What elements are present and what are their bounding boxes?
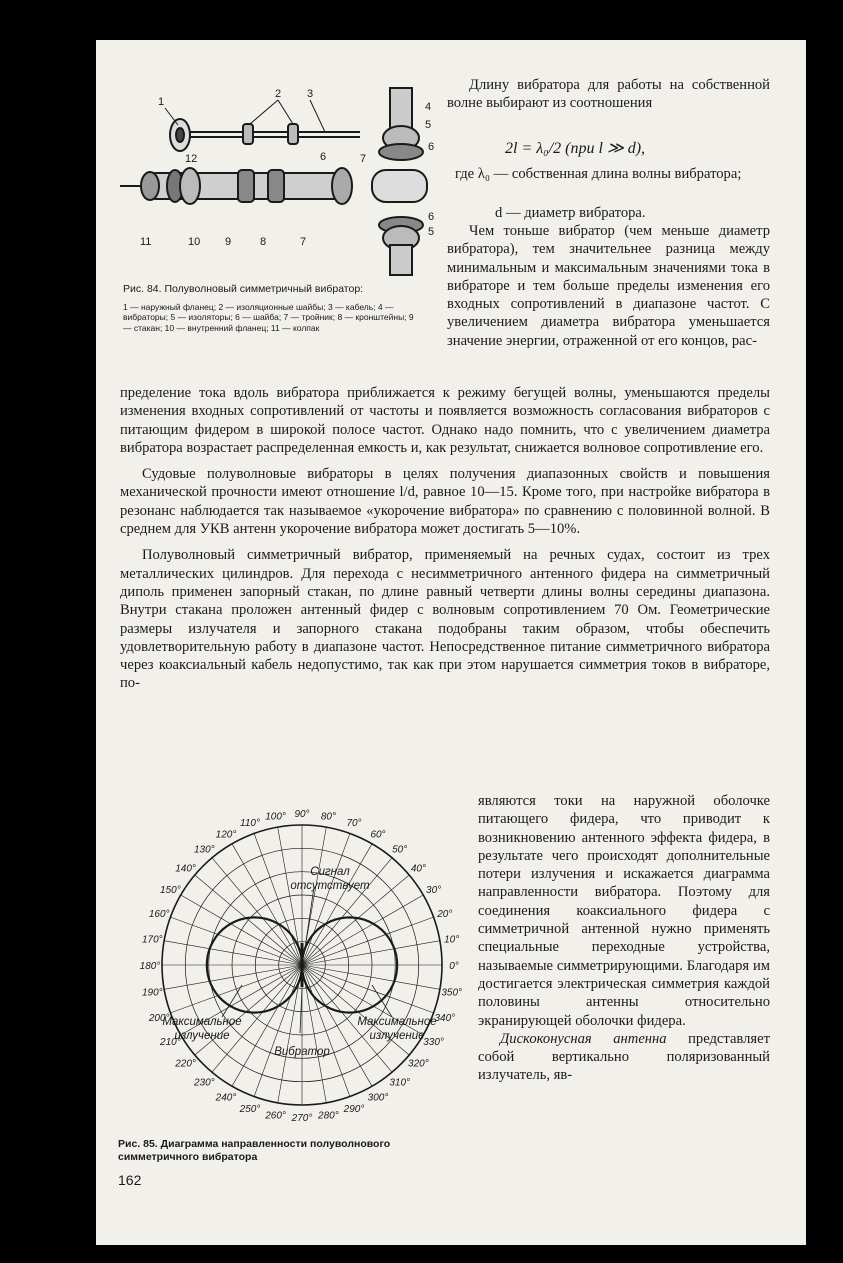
main-text (120, 384, 770, 693)
angle-label: 30° (426, 885, 442, 896)
fig84-label: 9 (225, 236, 232, 248)
fig84-label: 7 (300, 236, 307, 248)
fig84-label: 11 (140, 236, 152, 248)
angle-label: 200° (148, 1013, 170, 1024)
angle-label: 230° (193, 1077, 215, 1089)
fig84-label: 4 (425, 101, 432, 113)
max-radiation-right-label: Максимальное (357, 1016, 437, 1028)
page-number: 162 (118, 1172, 142, 1188)
max-radiation-right-label: излучение (369, 1030, 425, 1042)
angle-label: 170° (141, 934, 163, 946)
angle-label: 140° (175, 863, 196, 875)
angle-label: 120° (215, 829, 237, 841)
fig84-label: 6 (320, 151, 327, 163)
fig85-polar-diagram (122, 800, 467, 1135)
where-line-2: d — диаметр вибратора. (495, 205, 646, 221)
fig84-label: 1 (158, 96, 165, 108)
angle-label: 220° (175, 1058, 196, 1070)
paragraph-ship-vibrators: Судовые полуволновые вибраторы в целях получения диапазонных свойств и повышения механической прочности имеют отношение l/d, равное 10—15. Кроме того, при настройке вибратора в резонанс наблюдается так называемое «укорочение вибратора» по сравнению с половинной волной. В среднем для УКВ антенн укорочение вибратора может достигать 5—10%. (120, 466, 770, 538)
paragraph-distribution: пределение тока вдоль вибратора приближается к режиму бегущей волны, уменьшаются пределы изменения входных сопротивлений от частоты и появляется возможность согласования вибраторов с питающим фидером в широкой полосе частот. Однако надо помнить, что с увеличением диаметра вибратора возрастает распределенная емкость и, как результат, снижается волновое сопротивление его. (120, 385, 770, 456)
paragraph-symmetric-vibrator: Полуволновый симметричный вибратор, применяемый на речных судах, состоит из трех металлических цилиндров. Для перехода с несимметричного антенного фидера на симметричный диполь применен запорный стакан, по длине равный четверти длины волны середины диапазона. Внутри стакана проложен антенный фидер с волновым сопротивлением 70 Ом. Геометрические размеры излучателя и запорного стакана подобраны таким образом, чтобы обеспечить удовлетворительную работу в диапазоне частот. Непосредственное питание симметричного вибратора через коаксиальный кабель недопустимо, так как при этом нарушается симметрия токов в вибраторе, по- (120, 547, 770, 692)
fig84-label: 10 (188, 236, 201, 248)
angle-label: 110° (240, 818, 260, 830)
fig84-drawing (110, 80, 440, 280)
angle-label: 40° (410, 863, 426, 875)
angle-label: 160° (148, 909, 170, 920)
fig84-label: 12 (185, 153, 198, 165)
discone-term: Дискоконусная антенна (500, 1030, 667, 1047)
fig84-label: 5 (428, 226, 435, 238)
fig85-caption: Рис. 85. Диаграмма направленности полуволнового симметричного вибратора (118, 1138, 391, 1163)
angle-label: 280° (318, 1110, 339, 1122)
formula: 2l = λ₀/2 (при l ≫ d), (505, 140, 646, 157)
fig84-label: 8 (260, 236, 267, 248)
angle-label: 240° (215, 1092, 237, 1104)
max-radiation-left-label: излучение (174, 1030, 230, 1042)
angle-label: 10° (444, 934, 460, 946)
signal-absent-label: отсутствует (290, 880, 370, 892)
fig84-label: 7 (360, 153, 367, 165)
fig84-label: 5 (425, 119, 432, 131)
angle-label: 90° (294, 809, 310, 820)
fig84-caption: Рис. 84. Полуволновый симметричный вибратор: (123, 283, 364, 295)
angle-label: 330° (423, 1037, 444, 1048)
angle-label: 130° (193, 844, 215, 856)
vibrator-label: Вибратор (274, 1046, 330, 1058)
intro-paragraph (447, 76, 770, 113)
angle-label: 340° (434, 1013, 456, 1024)
angle-label: 300° (367, 1092, 389, 1104)
angle-label: 150° (160, 885, 181, 896)
angle-label: 0° (449, 961, 459, 972)
angle-label: 100° (265, 811, 286, 823)
angle-label: 290° (343, 1103, 365, 1115)
where-line-1: где λ₀ — собственная длина волны вибратора; (455, 166, 742, 182)
angle-label: 20° (437, 909, 453, 920)
angle-label: 210° (160, 1037, 181, 1048)
angle-label: 80° (320, 811, 336, 823)
intro-text: Длину вибратора для работы на собственной волне выбирают из соотношения (447, 77, 770, 112)
angle-label: 190° (141, 987, 163, 999)
angle-label: 260° (265, 1110, 286, 1122)
angle-label: 350° (441, 987, 463, 999)
signal-leader (304, 887, 314, 955)
thin-vibrator-paragraph (447, 222, 770, 350)
angle-label: 250° (239, 1103, 261, 1115)
fig84-label: 6 (428, 141, 435, 153)
discone-text: представляет собой вертикально поляризованный излучатель, яв- (478, 1030, 770, 1084)
angle-label: 60° (370, 829, 386, 841)
angle-label: 70° (346, 818, 362, 830)
max-radiation-left-label: Максимальное (162, 1016, 242, 1028)
paragraph-discone (478, 1030, 770, 1085)
angle-label: 270° (291, 1113, 313, 1124)
signal-absent-label: Сигнал (310, 866, 350, 878)
right-bottom-text (478, 792, 770, 1085)
angle-label: 50° (392, 844, 408, 856)
fig84-label: 3 (307, 88, 314, 100)
angle-label: 320° (408, 1058, 429, 1070)
fig84-caption-block (123, 283, 423, 333)
fig84-label: 6 (428, 211, 435, 223)
fig84-label: 2 (275, 88, 282, 100)
paragraph-feeder-currents: являются токи на наружной оболочке питающего фидера, что приводит к возникновению антенного эффекта фидера, в результате чего происходят дополнительные потери излучения и искажается диаграмма направленности вибратора. Поэтому для соединения коаксиального фидера с симметричной антенной нужно применять специальные переходные устройства, называемые симметрирующими. Благодаря им достигается электрическая симметрия каждой половины антенны относительно экранирующей оболочки фидера. (478, 793, 770, 1029)
fig84-legend: 1 — наружный фланец; 2 — изоляционные шайбы; 3 — кабель; 4 — вибраторы; 5 — изоляторы; 6 — шайба; 7 — тройник; 8 — кронштейны; 9 — стакан; 10 — внутренний фланец; 11 — колпак (123, 301, 414, 333)
angle-label: 310° (389, 1077, 411, 1089)
thin-vibrator-text: Чем тоньше вибратор (чем меньше диаметр вибратора), тем значительнее разница между минимальным и максимальным значениями тока в вибраторе и тем больше пределы изменения его входных сопротивлений в диапазоне частот. С увеличением диаметра вибратора уменьшается значение энергии, отраженной от его концов, рас- (447, 223, 770, 349)
angle-label: 180° (139, 961, 161, 972)
